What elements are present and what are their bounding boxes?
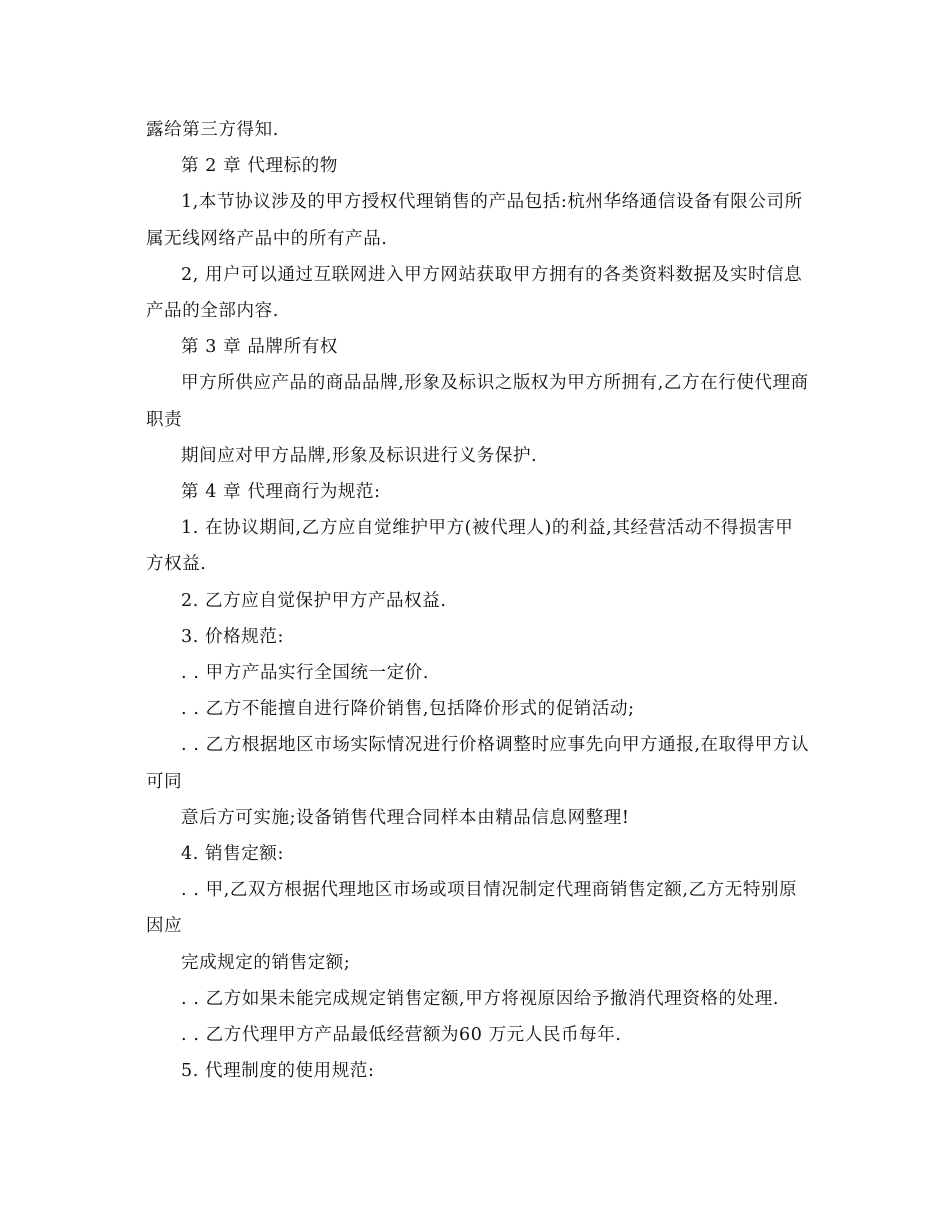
sales-quota-rule-1: . . 甲,乙双方根据代理地区市场或项目情况制定代理商销售定额,乙方无特别原因应: [146, 880, 798, 937]
chapter-3-paragraph: 甲方所供应产品的商品品牌,形象及标识之版权为甲方所拥有,乙方在行使代理商职责: [146, 373, 809, 430]
price-rule-1: . . 甲方产品实行全国统一定价.: [181, 663, 430, 684]
price-rule-3: . . 乙方根据地区市场实际情况进行价格调整时应事先向甲方通报,在取得甲方认可同: [146, 735, 810, 792]
clause-2-1: 1,本节协议涉及的甲方授权代理销售的产品包括:杭州华络通信设备有限公司所属无线网络产品中的所有产品.: [146, 192, 803, 249]
sales-quota-rule-2: . . 乙方如果未能完成规定销售定额,甲方将视原因给予撤消代理资格的处理.: [181, 988, 780, 1009]
clause-4-3-heading: 3. 价格规范:: [181, 626, 284, 647]
document-body: [146, 112, 810, 1089]
clause-2-2: 2, 用户可以通过互联网进入甲方网站获取甲方拥有的各类资料数据及实时信息产品的全部内容.: [146, 264, 803, 322]
clause-4-1: 1. 在协议期间,乙方应自觉维护甲方(被代理人)的利益,其经营活动不得损害甲方权益.: [146, 518, 794, 575]
clause-4-2: 2. 乙方应自觉保护甲方产品权益.: [181, 590, 447, 611]
chapter-2-heading: 第 2 章 代理标的物: [181, 156, 338, 177]
chapter-3-heading: 第 3 章 品牌所有权: [181, 337, 338, 358]
sales-quota-rule-3: . . 乙方代理甲方产品最低经营额为60 万元人民币每年.: [181, 1025, 622, 1046]
price-rule-3-continued: 意后方可实施;设备销售代理合同样本由精品信息网整理!: [181, 807, 630, 828]
price-rule-2: . . 乙方不能擅自进行降价销售,包括降价形式的促销活动;: [181, 699, 635, 720]
clause-4-4-heading: 4. 销售定额:: [181, 844, 284, 865]
chapter-3-paragraph-continued: 期间应对甲方品牌,形象及标识进行义务保护.: [181, 445, 538, 466]
paragraph-continuation: 露给第三方得知.: [146, 120, 279, 140]
clause-4-5-heading: 5. 代理制度的使用规范:: [181, 1061, 375, 1082]
chapter-4-heading: 第 4 章 代理商行为规范:: [181, 482, 381, 503]
sales-quota-rule-1-continued: 完成规定的销售定额;: [181, 952, 351, 973]
